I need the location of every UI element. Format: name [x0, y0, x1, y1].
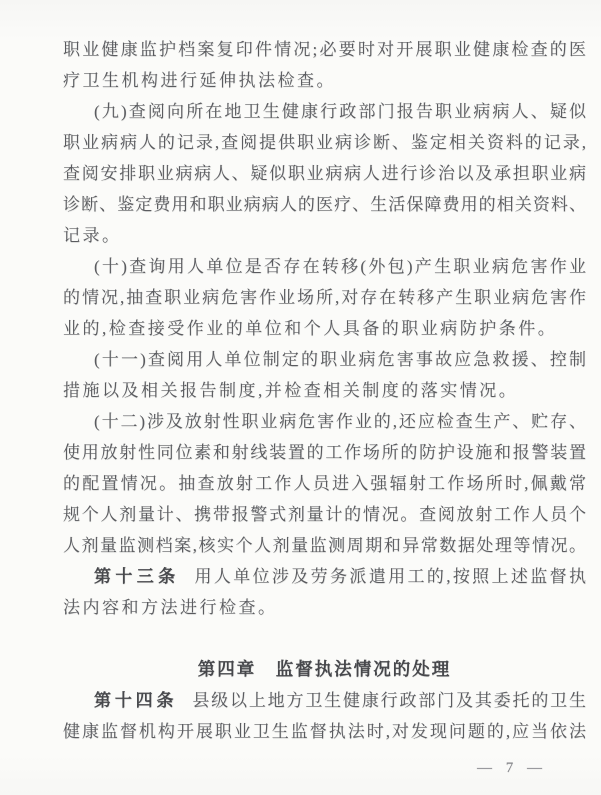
text-line: (十一)查阅用人单位制定的职业病危害事故应急救援、控制: [94, 350, 586, 369]
text-line: 使用放射性同位素和射线装置的工作场所的防护设施和报警装置: [63, 443, 586, 462]
blank-line: [63, 623, 586, 654]
text-line: 第十三条 用人单位涉及劳务派遣用工的,按照上述监督执: [94, 567, 586, 586]
text-line: 疗卫生机构进行延伸执法检查。: [63, 71, 336, 90]
text-line: 诊断、鉴定费用和职业病病人的医疗、生活保障费用的相关资料、: [63, 195, 586, 214]
text-line: 法内容和方法进行检查。: [63, 598, 278, 617]
article-number: 第十四条: [94, 691, 178, 710]
text-line: 职业健康监护档案复印件情况;必要时对开展职业健康检查的医: [63, 40, 586, 59]
text-line: 的配置情况。抽查放射工作人员进入强辐射工作场所时,佩戴常: [63, 474, 586, 493]
text-line: (九)查阅向所在地卫生健康行政部门报告职业病病人、疑似: [94, 102, 586, 121]
text-line: 措施以及相关报告制度,并检查相关制度的落实情况。: [63, 381, 519, 400]
text-line: (十二)涉及放射性职业病危害作业的,还应检查生产、贮存、: [94, 412, 586, 431]
text-line: 业的,检查接受作业的单位和个人具备的职业病防护条件。: [63, 319, 558, 338]
text-line: 健康监督机构开展职业卫生监督执法时,对发现问题的,应当依法: [63, 722, 586, 741]
text-line: 职业病病人的记录,查阅提供职业病诊断、鉴定相关资料的记录,: [63, 133, 586, 152]
text-line: 的情况,抽查职业病危害作业场所,对存在转移产生职业病危害作: [63, 288, 586, 307]
chapter-heading: 第四章 监督执法情况的处理: [197, 659, 452, 679]
text-line: (十)查询用人单位是否存在转移(外包)产生职业病危害作业: [94, 257, 586, 276]
text-line: 第十四条 县级以上地方卫生健康行政部门及其委托的卫生: [94, 691, 586, 710]
text-line: 记录。: [63, 226, 122, 245]
document-text: [63, 34, 586, 747]
text-line: 规个人剂量计、携带报警式剂量计的情况。查阅放射工作人员个: [63, 505, 586, 524]
article-number: 第十三条: [94, 567, 180, 586]
page-number: — 7 —: [477, 760, 547, 776]
text-line: 人剂量监测档案,核实个人剂量监测周期和异常数据处理等情况。: [63, 536, 586, 555]
text-line: 查阅安排职业病病人、疑似职业病病人进行诊治以及承担职业病: [63, 164, 586, 183]
